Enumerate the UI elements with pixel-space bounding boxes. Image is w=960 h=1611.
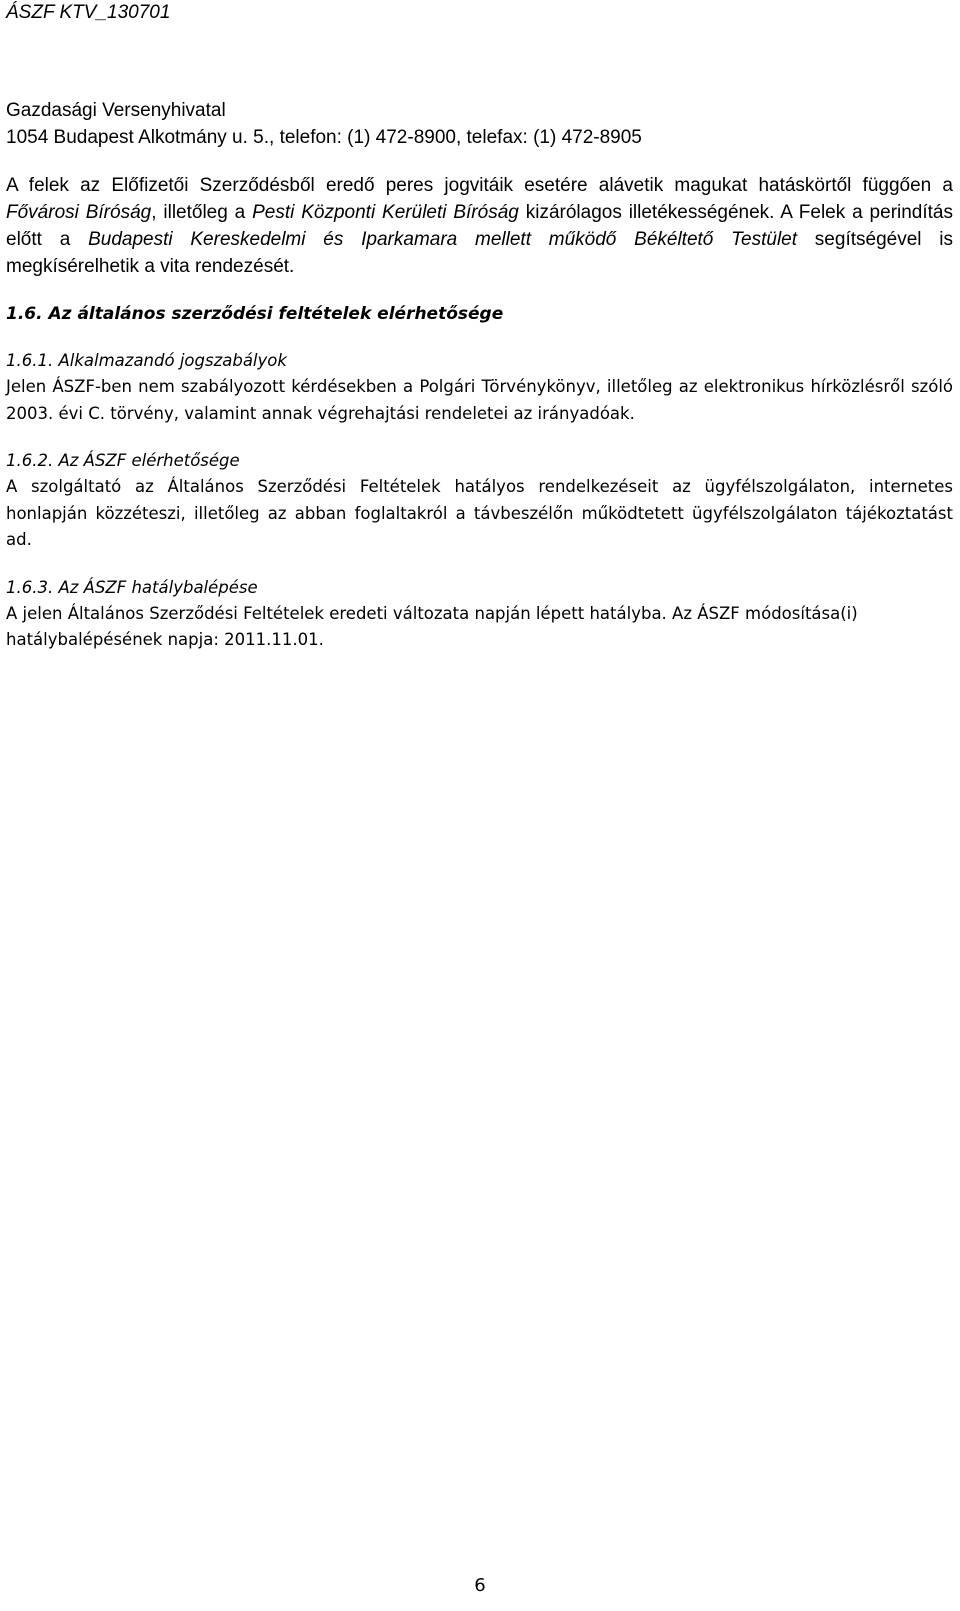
document-header: ÁSZF KTV_130701 [6, 2, 171, 23]
page-number: 6 [474, 1575, 486, 1596]
authority-name: Gazdasági Versenyhivatal [6, 100, 226, 121]
jurisdiction-text-2: , illetőleg a [151, 202, 253, 223]
document-body [6, 97, 953, 654]
authority-block [6, 97, 953, 151]
jurisdiction-text-4: segítségével is megkísérelhetik a vita rendezését. [6, 229, 954, 277]
court-name-1: Fővárosi Bíróság [6, 202, 152, 223]
section-title: 1.6. Az általános szerződési feltételek elérhetősége [6, 304, 504, 324]
applicable-law-paragraph: Jelen ÁSZF-ben nem szabályozott kérdésekben a Polgári Törvénykönyv, illetőleg az elektronikus hírközlésről szóló 2003. évi C. törvény, valamint annak végrehajtási rendeletei az irányadóak. [6, 377, 953, 423]
jurisdiction-text-3: kizárólagos illetékességének. A Felek a perindítás előtt a [6, 202, 953, 250]
availability-paragraph: A szolgáltató az Általános Szerződési Feltételek hatályos rendelkezéseit az ügyfélszolgálaton, internetes honlapján közzéteszi, illetőleg az abban foglaltakról a távbeszélőn működtetett ügyfélszolgálaton tájékoztatást ad. [6, 477, 953, 549]
entry-into-force-paragraph: A jelen Általános Szerződési Feltételek eredeti változata napján lépett hatályba. Az ÁSZF módosítása(i) hatálybalépésének napja: 2011.11.01. [6, 603, 858, 649]
subsection-title-entry-into-force: 1.6.3. Az ÁSZF hatálybalépése [6, 577, 258, 597]
jurisdiction-paragraph [6, 172, 953, 280]
chamber-name: Budapesti Kereskedelmi és Iparkamara mellett működő Békéltető Testület [88, 229, 798, 250]
subsection-title-availability: 1.6.2. Az ÁSZF elérhetősége [6, 451, 240, 470]
authority-address: 1054 Budapest Alkotmány u. 5., telefon: (1) 472-8900, telefax: (1) 472-8905 [6, 127, 642, 148]
court-name-2: Pesti Központi Kerületi Bíróság [252, 202, 519, 223]
subsection-title-applicable-law: 1.6.1. Alkalmazandó jogszabályok [6, 351, 287, 370]
jurisdiction-text-1: A felek az Előfizetői Szerződésből eredő peres jogvitáik esetére alávetik magukat hatáskörtől függően a [6, 175, 953, 196]
